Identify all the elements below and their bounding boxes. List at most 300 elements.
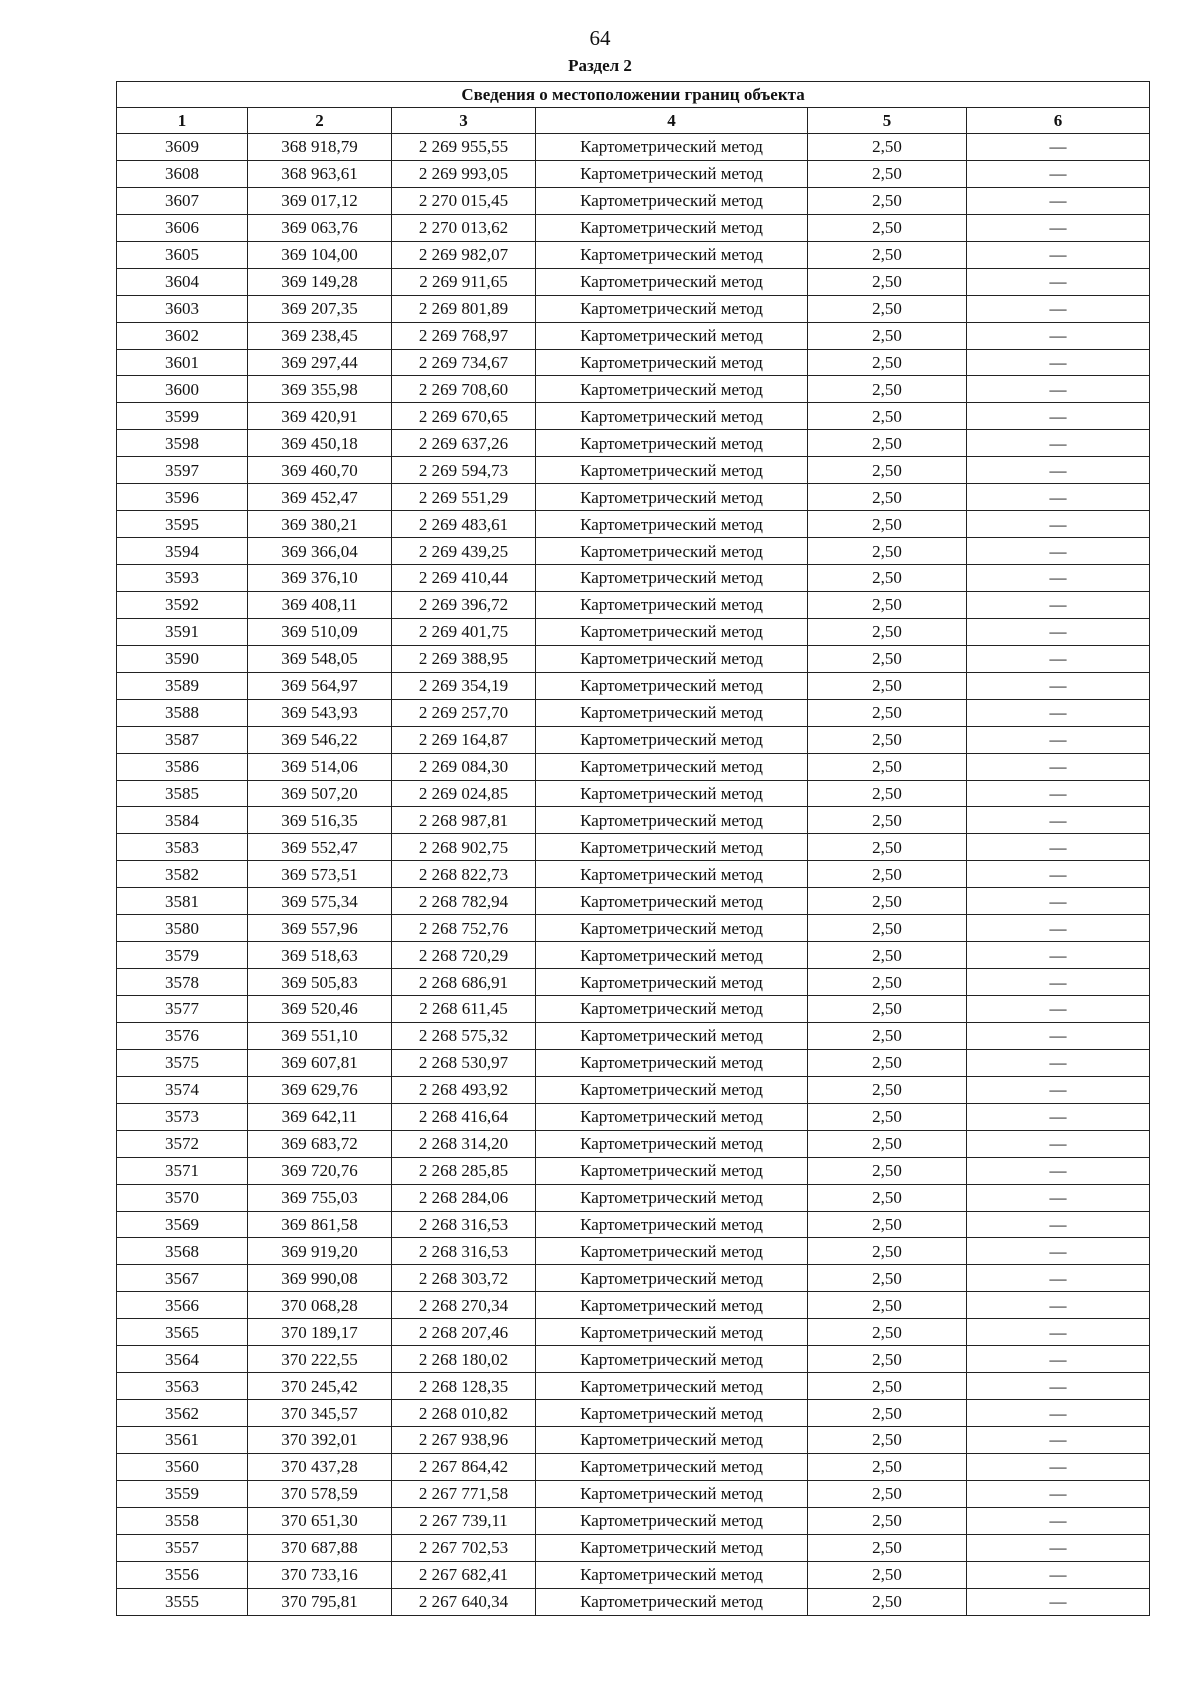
method-cell: Картометрический метод (536, 780, 808, 807)
x-coordinate-cell: 369 861,58 (248, 1211, 392, 1238)
accuracy-cell: 2,50 (808, 969, 967, 996)
table-row (117, 1184, 1150, 1211)
method-cell: Картометрический метод (536, 1346, 808, 1373)
description-cell: — (967, 376, 1150, 403)
point-number-cell: 3584 (117, 807, 248, 834)
accuracy-cell: 2,50 (808, 1561, 967, 1588)
x-coordinate-cell: 369 629,76 (248, 1076, 392, 1103)
accuracy-cell: 2,50 (808, 1292, 967, 1319)
method-cell: Картометрический метод (536, 1211, 808, 1238)
method-cell: Картометрический метод (536, 1103, 808, 1130)
table-row (117, 672, 1150, 699)
y-coordinate-cell: 2 269 084,30 (392, 753, 536, 780)
method-cell: Картометрический метод (536, 888, 808, 915)
y-coordinate-cell: 2 268 575,32 (392, 1022, 536, 1049)
description-cell: — (967, 1561, 1150, 1588)
point-number-cell: 3592 (117, 591, 248, 618)
table-caption: Сведения о местоположении границ объекта (117, 82, 1150, 108)
y-coordinate-cell: 2 268 010,82 (392, 1400, 536, 1427)
table-row (117, 1265, 1150, 1292)
table-row (117, 160, 1150, 187)
x-coordinate-cell: 369 543,93 (248, 699, 392, 726)
description-cell: — (967, 1103, 1150, 1130)
accuracy-cell: 2,50 (808, 538, 967, 565)
accuracy-cell: 2,50 (808, 1400, 967, 1427)
x-coordinate-cell: 370 068,28 (248, 1292, 392, 1319)
column-header: 3 (392, 108, 536, 134)
table-row (117, 1319, 1150, 1346)
point-number-cell: 3595 (117, 511, 248, 538)
x-coordinate-cell: 369 755,03 (248, 1184, 392, 1211)
method-cell: Картометрический метод (536, 1534, 808, 1561)
method-cell: Картометрический метод (536, 699, 808, 726)
method-cell: Картометрический метод (536, 1480, 808, 1507)
description-cell: — (967, 942, 1150, 969)
x-coordinate-cell: 369 420,91 (248, 403, 392, 430)
description-cell: — (967, 1049, 1150, 1076)
point-number-cell: 3585 (117, 780, 248, 807)
method-cell: Картометрический метод (536, 1507, 808, 1534)
accuracy-cell: 2,50 (808, 1265, 967, 1292)
description-cell: — (967, 565, 1150, 592)
point-number-cell: 3581 (117, 888, 248, 915)
column-header: 6 (967, 108, 1150, 134)
description-cell: — (967, 1157, 1150, 1184)
accuracy-cell: 2,50 (808, 1346, 967, 1373)
table-row (117, 1400, 1150, 1427)
description-cell: — (967, 834, 1150, 861)
x-coordinate-cell: 369 063,76 (248, 214, 392, 241)
point-number-cell: 3604 (117, 268, 248, 295)
y-coordinate-cell: 2 268 303,72 (392, 1265, 536, 1292)
description-cell: — (967, 214, 1150, 241)
y-coordinate-cell: 2 267 739,11 (392, 1507, 536, 1534)
table-row (117, 376, 1150, 403)
accuracy-cell: 2,50 (808, 1103, 967, 1130)
point-number-cell: 3609 (117, 134, 248, 161)
description-cell: — (967, 672, 1150, 699)
table-row (117, 753, 1150, 780)
x-coordinate-cell: 369 017,12 (248, 187, 392, 214)
accuracy-cell: 2,50 (808, 807, 967, 834)
point-number-cell: 3598 (117, 430, 248, 457)
accuracy-cell: 2,50 (808, 1211, 967, 1238)
x-coordinate-cell: 369 919,20 (248, 1238, 392, 1265)
accuracy-cell: 2,50 (808, 618, 967, 645)
page-number: 64 (589, 26, 611, 50)
accuracy-cell: 2,50 (808, 942, 967, 969)
x-coordinate-cell: 369 518,63 (248, 942, 392, 969)
method-cell: Картометрический метод (536, 430, 808, 457)
description-cell: — (967, 1400, 1150, 1427)
point-number-cell: 3602 (117, 322, 248, 349)
table-row (117, 1427, 1150, 1454)
description-cell: — (967, 241, 1150, 268)
description-cell: — (967, 1238, 1150, 1265)
method-cell: Картометрический метод (536, 618, 808, 645)
y-coordinate-cell: 2 269 993,05 (392, 160, 536, 187)
accuracy-cell: 2,50 (808, 1022, 967, 1049)
x-coordinate-cell: 369 104,00 (248, 241, 392, 268)
table-row (117, 565, 1150, 592)
accuracy-cell: 2,50 (808, 1507, 967, 1534)
y-coordinate-cell: 2 268 987,81 (392, 807, 536, 834)
accuracy-cell: 2,50 (808, 726, 967, 753)
method-cell: Картометрический метод (536, 807, 808, 834)
x-coordinate-cell: 368 918,79 (248, 134, 392, 161)
point-number-cell: 3575 (117, 1049, 248, 1076)
accuracy-cell: 2,50 (808, 1588, 967, 1615)
x-coordinate-cell: 369 238,45 (248, 322, 392, 349)
accuracy-cell: 2,50 (808, 241, 967, 268)
table-row (117, 1103, 1150, 1130)
y-coordinate-cell: 2 269 396,72 (392, 591, 536, 618)
table-row (117, 1211, 1150, 1238)
table-row (117, 322, 1150, 349)
table-row (117, 942, 1150, 969)
y-coordinate-cell: 2 268 207,46 (392, 1319, 536, 1346)
x-coordinate-cell: 369 450,18 (248, 430, 392, 457)
method-cell: Картометрический метод (536, 322, 808, 349)
description-cell: — (967, 1588, 1150, 1615)
method-cell: Картометрический метод (536, 268, 808, 295)
description-cell: — (967, 1292, 1150, 1319)
method-cell: Картометрический метод (536, 1157, 808, 1184)
accuracy-cell: 2,50 (808, 187, 967, 214)
method-cell: Картометрический метод (536, 834, 808, 861)
x-coordinate-cell: 370 245,42 (248, 1373, 392, 1400)
x-coordinate-cell: 369 149,28 (248, 268, 392, 295)
description-cell: — (967, 591, 1150, 618)
table-row (117, 699, 1150, 726)
point-number-cell: 3576 (117, 1022, 248, 1049)
accuracy-cell: 2,50 (808, 295, 967, 322)
point-number-cell: 3593 (117, 565, 248, 592)
point-number-cell: 3568 (117, 1238, 248, 1265)
description-cell: — (967, 1076, 1150, 1103)
y-coordinate-cell: 2 269 801,89 (392, 295, 536, 322)
accuracy-cell: 2,50 (808, 1534, 967, 1561)
accuracy-cell: 2,50 (808, 403, 967, 430)
y-coordinate-cell: 2 268 822,73 (392, 861, 536, 888)
accuracy-cell: 2,50 (808, 565, 967, 592)
y-coordinate-cell: 2 269 410,44 (392, 565, 536, 592)
x-coordinate-cell: 370 687,88 (248, 1534, 392, 1561)
table-row (117, 134, 1150, 161)
method-cell: Картометрический метод (536, 565, 808, 592)
accuracy-cell: 2,50 (808, 1076, 967, 1103)
y-coordinate-cell: 2 268 720,29 (392, 942, 536, 969)
accuracy-cell: 2,50 (808, 1238, 967, 1265)
table-row (117, 1373, 1150, 1400)
point-number-cell: 3597 (117, 457, 248, 484)
description-cell: — (967, 322, 1150, 349)
x-coordinate-cell: 370 345,57 (248, 1400, 392, 1427)
accuracy-cell: 2,50 (808, 349, 967, 376)
column-header: 2 (248, 108, 392, 134)
point-number-cell: 3600 (117, 376, 248, 403)
description-cell: — (967, 996, 1150, 1023)
point-number-cell: 3577 (117, 996, 248, 1023)
method-cell: Картометрический метод (536, 753, 808, 780)
table-row (117, 430, 1150, 457)
table-row (117, 1022, 1150, 1049)
description-cell: — (967, 160, 1150, 187)
table-row (117, 1588, 1150, 1615)
accuracy-cell: 2,50 (808, 134, 967, 161)
method-cell: Картометрический метод (536, 1292, 808, 1319)
point-number-cell: 3567 (117, 1265, 248, 1292)
table-header-row (117, 108, 1150, 134)
y-coordinate-cell: 2 268 180,02 (392, 1346, 536, 1373)
table-row (117, 1534, 1150, 1561)
table-row (117, 1480, 1150, 1507)
x-coordinate-cell: 369 516,35 (248, 807, 392, 834)
x-coordinate-cell: 369 355,98 (248, 376, 392, 403)
y-coordinate-cell: 2 267 702,53 (392, 1534, 536, 1561)
method-cell: Картометрический метод (536, 1184, 808, 1211)
x-coordinate-cell: 370 733,16 (248, 1561, 392, 1588)
table-row (117, 187, 1150, 214)
x-coordinate-cell: 369 366,04 (248, 538, 392, 565)
y-coordinate-cell: 2 268 128,35 (392, 1373, 536, 1400)
point-number-cell: 3605 (117, 241, 248, 268)
accuracy-cell: 2,50 (808, 915, 967, 942)
y-coordinate-cell: 2 267 771,58 (392, 1480, 536, 1507)
y-coordinate-cell: 2 269 911,65 (392, 268, 536, 295)
x-coordinate-cell: 369 573,51 (248, 861, 392, 888)
x-coordinate-cell: 369 990,08 (248, 1265, 392, 1292)
accuracy-cell: 2,50 (808, 430, 967, 457)
y-coordinate-cell: 2 269 670,65 (392, 403, 536, 430)
table-row (117, 834, 1150, 861)
method-cell: Картометрический метод (536, 1561, 808, 1588)
point-number-cell: 3570 (117, 1184, 248, 1211)
method-cell: Картометрический метод (536, 861, 808, 888)
y-coordinate-cell: 2 268 285,85 (392, 1157, 536, 1184)
method-cell: Картометрический метод (536, 376, 808, 403)
point-number-cell: 3559 (117, 1480, 248, 1507)
x-coordinate-cell: 369 505,83 (248, 969, 392, 996)
method-cell: Картометрический метод (536, 969, 808, 996)
x-coordinate-cell: 369 557,96 (248, 915, 392, 942)
accuracy-cell: 2,50 (808, 753, 967, 780)
point-number-cell: 3588 (117, 699, 248, 726)
point-number-cell: 3606 (117, 214, 248, 241)
table-body (117, 134, 1150, 1616)
point-number-cell: 3555 (117, 1588, 248, 1615)
method-cell: Картометрический метод (536, 511, 808, 538)
description-cell: — (967, 1427, 1150, 1454)
y-coordinate-cell: 2 269 439,25 (392, 538, 536, 565)
method-cell: Картометрический метод (536, 726, 808, 753)
description-cell: — (967, 888, 1150, 915)
method-cell: Картометрический метод (536, 538, 808, 565)
table-row (117, 295, 1150, 322)
description-cell: — (967, 1534, 1150, 1561)
point-number-cell: 3558 (117, 1507, 248, 1534)
accuracy-cell: 2,50 (808, 376, 967, 403)
table-row (117, 511, 1150, 538)
method-cell: Картометрический метод (536, 1049, 808, 1076)
method-cell: Картометрический метод (536, 134, 808, 161)
accuracy-cell: 2,50 (808, 645, 967, 672)
description-cell: — (967, 134, 1150, 161)
y-coordinate-cell: 2 268 611,45 (392, 996, 536, 1023)
boundary-table (116, 81, 1150, 1616)
method-cell: Картометрический метод (536, 1319, 808, 1346)
table-row (117, 349, 1150, 376)
table-row (117, 1049, 1150, 1076)
point-number-cell: 3571 (117, 1157, 248, 1184)
point-number-cell: 3601 (117, 349, 248, 376)
accuracy-cell: 2,50 (808, 699, 967, 726)
description-cell: — (967, 645, 1150, 672)
accuracy-cell: 2,50 (808, 1373, 967, 1400)
description-cell: — (967, 1453, 1150, 1480)
y-coordinate-cell: 2 269 257,70 (392, 699, 536, 726)
x-coordinate-cell: 369 376,10 (248, 565, 392, 592)
point-number-cell: 3564 (117, 1346, 248, 1373)
x-coordinate-cell: 368 963,61 (248, 160, 392, 187)
x-coordinate-cell: 370 392,01 (248, 1427, 392, 1454)
x-coordinate-cell: 369 546,22 (248, 726, 392, 753)
table-row (117, 1346, 1150, 1373)
table-row (117, 807, 1150, 834)
method-cell: Картометрический метод (536, 484, 808, 511)
method-cell: Картометрический метод (536, 1400, 808, 1427)
method-cell: Картометрический метод (536, 1453, 808, 1480)
point-number-cell: 3556 (117, 1561, 248, 1588)
column-header: 4 (536, 108, 808, 134)
method-cell: Картометрический метод (536, 295, 808, 322)
x-coordinate-cell: 370 795,81 (248, 1588, 392, 1615)
x-coordinate-cell: 369 552,47 (248, 834, 392, 861)
x-coordinate-cell: 370 437,28 (248, 1453, 392, 1480)
column-header: 5 (808, 108, 967, 134)
x-coordinate-cell: 369 380,21 (248, 511, 392, 538)
table-row (117, 1130, 1150, 1157)
point-number-cell: 3594 (117, 538, 248, 565)
table-row (117, 214, 1150, 241)
point-number-cell: 3574 (117, 1076, 248, 1103)
table-row (117, 591, 1150, 618)
y-coordinate-cell: 2 269 734,67 (392, 349, 536, 376)
description-cell: — (967, 915, 1150, 942)
accuracy-cell: 2,50 (808, 511, 967, 538)
x-coordinate-cell: 369 548,05 (248, 645, 392, 672)
point-number-cell: 3560 (117, 1453, 248, 1480)
accuracy-cell: 2,50 (808, 1453, 967, 1480)
point-number-cell: 3582 (117, 861, 248, 888)
point-number-cell: 3579 (117, 942, 248, 969)
point-number-cell: 3599 (117, 403, 248, 430)
table-row (117, 861, 1150, 888)
x-coordinate-cell: 369 408,11 (248, 591, 392, 618)
x-coordinate-cell: 369 207,35 (248, 295, 392, 322)
method-cell: Картометрический метод (536, 915, 808, 942)
description-cell: — (967, 699, 1150, 726)
column-header: 1 (117, 108, 248, 134)
table-row (117, 888, 1150, 915)
description-cell: — (967, 349, 1150, 376)
table-row (117, 969, 1150, 996)
x-coordinate-cell: 369 683,72 (248, 1130, 392, 1157)
point-number-cell: 3561 (117, 1427, 248, 1454)
method-cell: Картометрический метод (536, 457, 808, 484)
table-row (117, 780, 1150, 807)
description-cell: — (967, 403, 1150, 430)
description-cell: — (967, 1130, 1150, 1157)
y-coordinate-cell: 2 269 024,85 (392, 780, 536, 807)
accuracy-cell: 2,50 (808, 591, 967, 618)
x-coordinate-cell: 369 452,47 (248, 484, 392, 511)
y-coordinate-cell: 2 269 955,55 (392, 134, 536, 161)
point-number-cell: 3566 (117, 1292, 248, 1319)
x-coordinate-cell: 370 189,17 (248, 1319, 392, 1346)
table-row (117, 1076, 1150, 1103)
description-cell: — (967, 430, 1150, 457)
y-coordinate-cell: 2 269 768,97 (392, 322, 536, 349)
accuracy-cell: 2,50 (808, 1184, 967, 1211)
y-coordinate-cell: 2 268 270,34 (392, 1292, 536, 1319)
y-coordinate-cell: 2 269 388,95 (392, 645, 536, 672)
description-cell: — (967, 1211, 1150, 1238)
x-coordinate-cell: 369 510,09 (248, 618, 392, 645)
x-coordinate-cell: 369 575,34 (248, 888, 392, 915)
y-coordinate-cell: 2 269 354,19 (392, 672, 536, 699)
accuracy-cell: 2,50 (808, 484, 967, 511)
x-coordinate-cell: 370 222,55 (248, 1346, 392, 1373)
section-title: Раздел 2 (568, 56, 632, 75)
method-cell: Картометрический метод (536, 187, 808, 214)
method-cell: Картометрический метод (536, 1427, 808, 1454)
accuracy-cell: 2,50 (808, 322, 967, 349)
point-number-cell: 3572 (117, 1130, 248, 1157)
description-cell: — (967, 484, 1150, 511)
point-number-cell: 3580 (117, 915, 248, 942)
x-coordinate-cell: 369 720,76 (248, 1157, 392, 1184)
description-cell: — (967, 511, 1150, 538)
description-cell: — (967, 1373, 1150, 1400)
table-row (117, 1238, 1150, 1265)
description-cell: — (967, 618, 1150, 645)
table-row (117, 1453, 1150, 1480)
y-coordinate-cell: 2 269 708,60 (392, 376, 536, 403)
accuracy-cell: 2,50 (808, 996, 967, 1023)
method-cell: Картометрический метод (536, 942, 808, 969)
point-number-cell: 3591 (117, 618, 248, 645)
y-coordinate-cell: 2 268 752,76 (392, 915, 536, 942)
accuracy-cell: 2,50 (808, 1319, 967, 1346)
y-coordinate-cell: 2 268 314,20 (392, 1130, 536, 1157)
method-cell: Картометрический метод (536, 349, 808, 376)
y-coordinate-cell: 2 268 284,06 (392, 1184, 536, 1211)
point-number-cell: 3583 (117, 834, 248, 861)
method-cell: Картометрический метод (536, 672, 808, 699)
table-row (117, 1561, 1150, 1588)
table-row (117, 996, 1150, 1023)
description-cell: — (967, 1346, 1150, 1373)
description-cell: — (967, 1265, 1150, 1292)
method-cell: Картометрический метод (536, 241, 808, 268)
description-cell: — (967, 726, 1150, 753)
y-coordinate-cell: 2 268 782,94 (392, 888, 536, 915)
accuracy-cell: 2,50 (808, 834, 967, 861)
y-coordinate-cell: 2 268 416,64 (392, 1103, 536, 1130)
y-coordinate-cell: 2 269 483,61 (392, 511, 536, 538)
table-row (117, 726, 1150, 753)
